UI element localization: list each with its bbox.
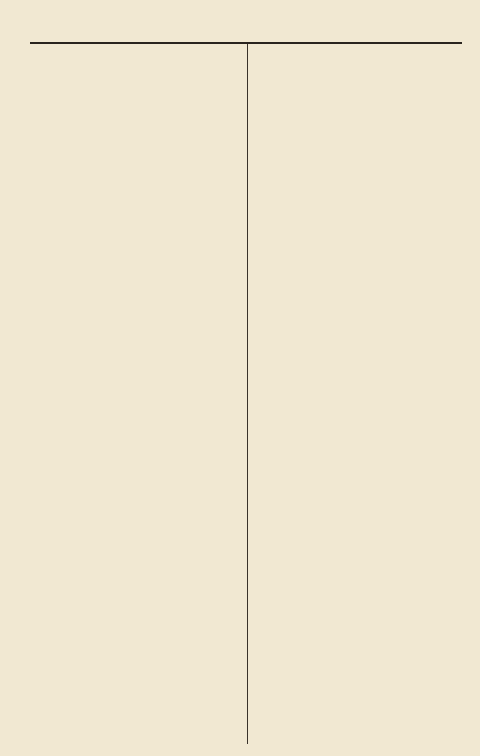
header-rule bbox=[30, 42, 462, 44]
column-divider bbox=[247, 44, 248, 744]
